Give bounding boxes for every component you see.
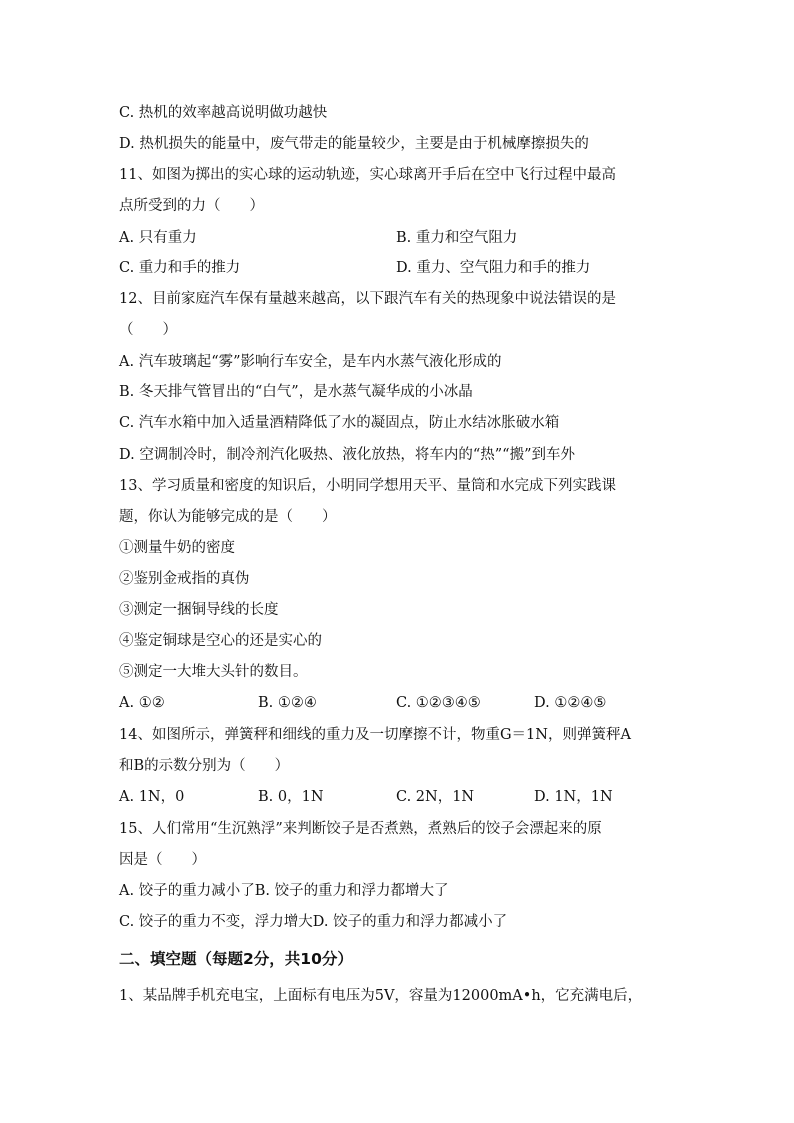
- q12-option-d: D. 空调制冷时，制冷剂汽化吸热、液化放热，将车内的“热”“搬”到车外: [119, 447, 575, 463]
- section-heading-fill-in: 二、填空题（每题2分，共10分）: [119, 950, 353, 968]
- q13-option-c: C. ①②③④⑤: [396, 695, 481, 711]
- fill-q1-line1: 1、某品牌手机充电宝，上面标有电压为5V，容量为12000mA•h，它充满电后，: [119, 988, 643, 1004]
- q14-option-a: A. 1N，0: [119, 789, 185, 805]
- q12-stem-line2: （ ）: [119, 322, 177, 338]
- q13-stem-line2: 题，你认为能够完成的是（ ）: [119, 509, 337, 525]
- q11-option-a: A. 只有重力: [119, 230, 197, 246]
- q13-option-d: D. ①②④⑤: [534, 695, 607, 711]
- q11-option-c: C. 重力和手的推力: [119, 260, 241, 276]
- q11-option-b: B. 重力和空气阻力: [396, 230, 518, 246]
- q12-stem-line1: 12、目前家庭汽车保有量越来越高，以下跟汽车有关的热现象中说法错误的是: [119, 291, 616, 307]
- q10-option-c: C. 热机的效率越高说明做功越快: [119, 105, 328, 121]
- q13-item-1: ①测量牛奶的密度: [119, 540, 235, 556]
- q13-stem-line1: 13、学习质量和密度的知识后，小明同学想用天平、量筒和水完成下列实践课: [119, 478, 616, 494]
- q15-stem-line1: 15、人们常用“生沉熟浮”来判断饺子是否煮熟，煮熟后的饺子会漂起来的原: [119, 821, 602, 837]
- q14-stem-line1: 14、如图所示，弹簧秤和细线的重力及一切摩擦不计，物重G＝1N，则弹簧秤A: [119, 727, 631, 743]
- q11-stem-line2: 点所受到的力（ ）: [119, 198, 264, 214]
- q11-option-d: D. 重力、空气阻力和手的推力: [396, 260, 591, 276]
- q14-stem-line2: 和B的示数分别为（ ）: [119, 758, 290, 774]
- q15-options-cd: C. 饺子的重力不变，浮力增大D. 饺子的重力和浮力都减小了: [119, 914, 508, 930]
- q13-item-4: ④鉴定铜球是空心的还是实心的: [119, 633, 322, 649]
- q13-item-5: ⑤测定一大堆大头针的数目。: [119, 664, 308, 680]
- q13-option-b: B. ①②④: [258, 695, 317, 711]
- q13-option-a: A. ①②: [119, 695, 165, 711]
- q14-option-d: D. 1N，1N: [534, 789, 613, 805]
- q13-item-2: ②鉴别金戒指的真伪: [119, 571, 250, 587]
- q10-option-d: D. 热机损失的能量中，废气带走的能量较少，主要是由于机械摩擦损失的: [119, 136, 589, 152]
- q14-option-b: B. 0，1N: [258, 789, 324, 805]
- q15-stem-line2: 因是（ ）: [119, 852, 206, 868]
- q14-option-c: C. 2N，1N: [396, 789, 475, 805]
- q12-option-b: B. 冬天排气管冒出的“白气”，是水蒸气凝华成的小冰晶: [119, 384, 473, 400]
- q13-item-3: ③测定一捆铜导线的长度: [119, 602, 279, 618]
- q12-option-c: C. 汽车水箱中加入适量酒精降低了水的凝固点，防止水结冰胀破水箱: [119, 415, 560, 431]
- q11-stem-line1: 11、如图为掷出的实心球的运动轨迹，实心球离开手后在空中飞行过程中最高: [119, 167, 616, 183]
- q15-options-ab: A. 饺子的重力减小了B. 饺子的重力和浮力都增大了: [119, 883, 449, 899]
- q12-option-a: A. 汽车玻璃起“雾”影响行车安全，是车内水蒸气液化形成的: [119, 354, 502, 370]
